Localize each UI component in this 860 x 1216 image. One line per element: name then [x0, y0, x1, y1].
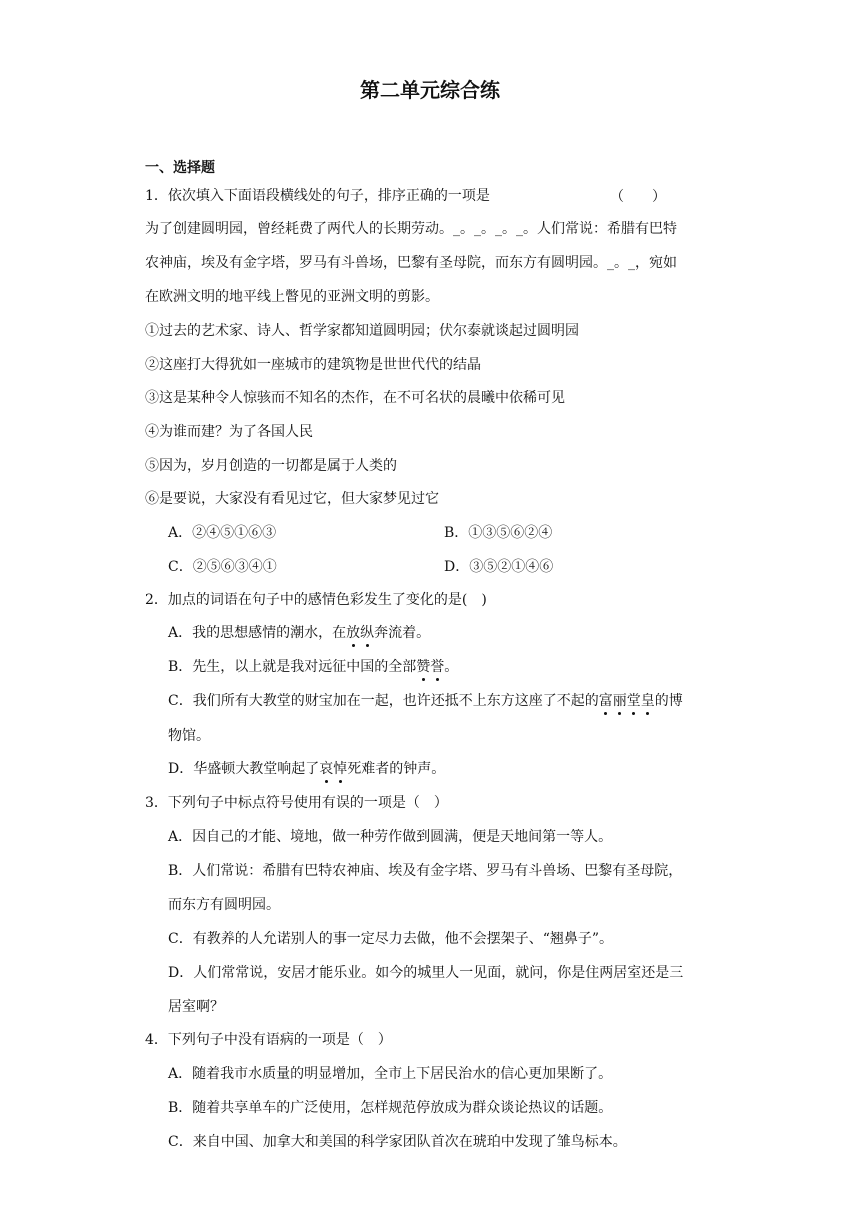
q1-item: ④为谁而建？为了各国人民: [145, 424, 313, 440]
q1-stem: 1．依次填入下面语段横线处的句子，排序正确的一项是: [145, 188, 490, 204]
q2-option-a: [168, 623, 430, 643]
q2-stem: 2．加点的词语在句子中的感情色彩发生了变化的是( ): [145, 592, 487, 608]
q3-option-d: D．人们常常说，安居才能乐业。如今的城里人一见面，就问，你是住两居室还是三: [168, 965, 684, 981]
q1-option-c: C．②⑤⑥③④①: [168, 559, 277, 575]
q1-option-d: D．③⑤②①④⑥: [444, 559, 554, 575]
q1-answer-paren: （ ）: [610, 189, 666, 205]
q4-stem: 4．下列句子中没有语病的一项是（ ）: [145, 1032, 392, 1048]
q1-item: ⑤因为，岁月创造的一切都是属于人类的: [145, 458, 397, 474]
option-text: 奔流着。: [374, 625, 431, 641]
dotted-char: 富: [598, 693, 613, 709]
option-text: 的博: [654, 693, 683, 709]
dotted-char: 赞: [416, 659, 431, 675]
dotted-char: 悼: [333, 761, 348, 777]
q4-option-a: A．随着我市水质量的明显增加，全市上下居民治水的信心更加果断了。: [168, 1066, 613, 1082]
q2-option-d: [168, 759, 445, 779]
dotted-word: [319, 761, 347, 777]
option-text: A．我的思想感情的潮水，在: [168, 625, 347, 641]
q3-option-b-continued: 而东方有圆明园。: [168, 897, 280, 913]
dotted-char: 誉: [430, 659, 445, 675]
dotted-char: 纵: [360, 625, 375, 641]
dotted-char: 堂: [626, 693, 641, 709]
q2-option-c-continued: 物馆。: [168, 728, 210, 744]
q3-option-c: C．有教养的人允诺别人的事一定尽力去做，他不会摆架子、“翘鼻子”。: [168, 931, 614, 947]
q3-option-a: A．因自己的才能、境地，做一种劳作做到圆满，便是天地间第一等人。: [168, 829, 613, 845]
option-text: D．华盛顿大教堂响起了: [168, 761, 320, 777]
q1-passage-line: 在欧洲文明的地平线上瞥见的亚洲文明的剪影。: [145, 289, 439, 305]
dotted-word: [416, 659, 444, 675]
dotted-char: 丽: [612, 693, 627, 709]
q3-option-b: B．人们常说：希腊有巴特农神庙、埃及有金字塔、罗马有斗兽场、巴黎有圣母院，: [168, 863, 683, 879]
q1-option-a: A．②④⑤①⑥③: [168, 525, 277, 541]
q1-item: ③这是某种令人惊骇而不知名的杰作，在不可名状的晨曦中依稀可见: [145, 390, 565, 406]
q1-item: ②这座打大得犹如一座城市的建筑物是世世代代的结晶: [145, 357, 481, 373]
dotted-char: 哀: [319, 761, 334, 777]
q1-passage-line: 农神庙，埃及有金字塔，罗马有斗兽场，巴黎有圣母院，而东方有圆明园。_。_，宛如: [145, 255, 677, 271]
q4-option-c: C．来自中国、加拿大和美国的科学家团队首次在琥珀中发现了雏鸟标本。: [168, 1134, 627, 1150]
q1-passage-line: 为了创建圆明园，曾经耗费了两代人的长期劳动。_。_。_。_。人们常说：希腊有巴特: [145, 221, 677, 237]
q4-option-b: B．随着共享单车的广泛使用，怎样规范停放成为群众谈论热议的话题。: [168, 1100, 613, 1116]
q1-item: ⑥是要说，大家没有看见过它，但大家梦见过它: [145, 491, 439, 507]
option-text: C．我们所有大教堂的财宝加在一起，也许还抵不上东方这座了不起的: [168, 693, 599, 709]
dotted-word: [346, 625, 374, 641]
dotted-char: 皇: [640, 693, 655, 709]
q2-option-c: [168, 691, 683, 711]
option-text: B．先生，以上就是我对远征中国的全部: [168, 659, 417, 675]
q1-option-b: B．①③⑤⑥②④: [444, 525, 553, 541]
q3-stem: 3．下列句子中标点符号使用有误的一项是（ ）: [145, 795, 448, 811]
q3-option-d-continued: 居室啊？: [168, 999, 224, 1015]
page-title: 第二单元综合练: [360, 78, 500, 102]
q1-item: ①过去的艺术家、诗人、哲学家都知道圆明园；伏尔泰就谈起过圆明园: [145, 323, 579, 339]
option-text: 。: [444, 659, 459, 675]
option-text: 死难者的钟声。: [347, 761, 446, 777]
dotted-char: 放: [346, 625, 361, 641]
dotted-word: [599, 693, 655, 709]
section-heading: 一、选择题: [145, 160, 215, 176]
q2-option-b: [168, 657, 458, 677]
